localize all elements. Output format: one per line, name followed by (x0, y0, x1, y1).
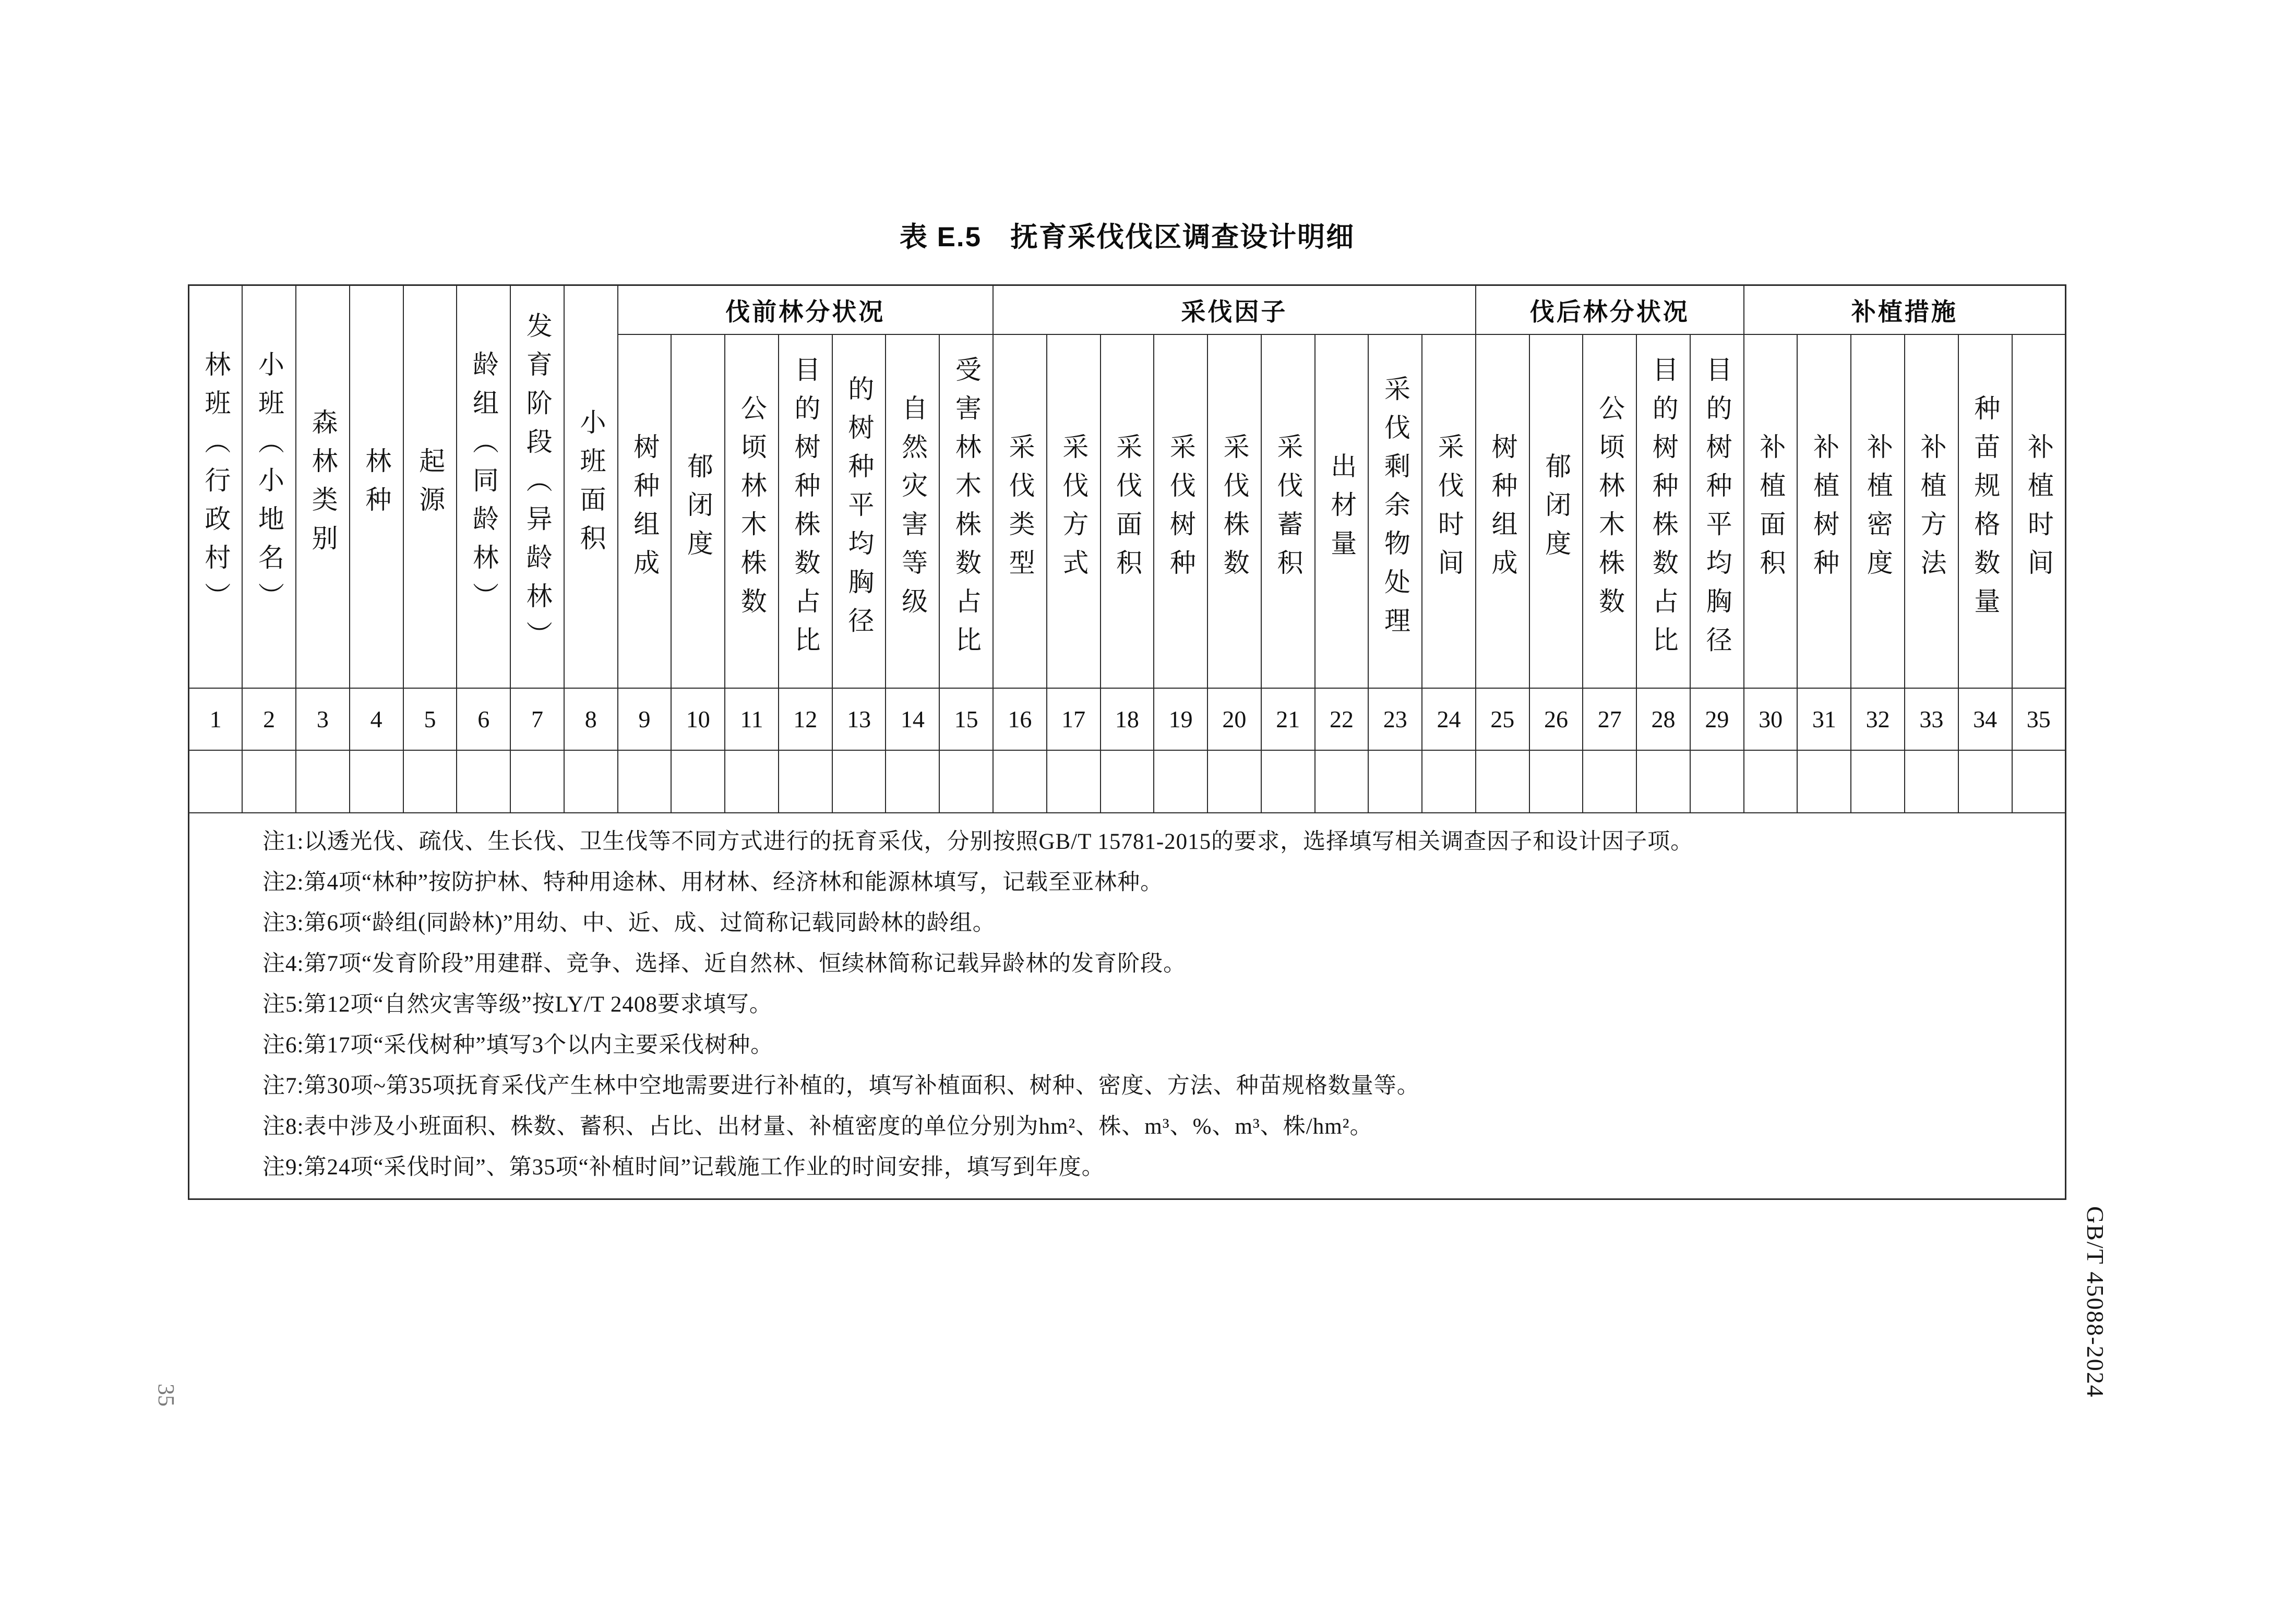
column-header-label: 的树种平均胸径 (844, 375, 874, 645)
group-header-label: 伐前林分状况 (725, 297, 886, 326)
column-header-label: 补植密度 (1863, 432, 1893, 587)
column-header-label: 采伐类型 (1005, 432, 1035, 587)
column-header-2 (242, 285, 296, 689)
column-number-11: 11 (725, 688, 779, 750)
data-cell-21 (1261, 750, 1315, 813)
column-number-13: 13 (832, 688, 886, 750)
column-number-8: 8 (564, 688, 618, 750)
data-cell-6 (457, 750, 510, 813)
column-header-10 (671, 334, 725, 688)
notes-block (189, 813, 2066, 1199)
column-header-6 (457, 285, 510, 689)
column-header-27 (1583, 334, 1636, 688)
column-number-21: 21 (1261, 688, 1315, 750)
column-header-26 (1529, 334, 1583, 688)
group-header-1 (618, 285, 993, 335)
data-cell-16 (993, 750, 1047, 813)
column-header-8 (564, 285, 618, 689)
column-header-28 (1636, 334, 1690, 688)
data-cell-15 (939, 750, 993, 813)
column-number-16: 16 (993, 688, 1047, 750)
column-header-32 (1851, 334, 1905, 688)
column-header-29 (1690, 334, 1744, 688)
data-cell-33 (1905, 750, 1958, 813)
note-line-2: 注2:第4项“林种”按防护林、特种用途林、用材林、经济林和能源林填写，记载至亚林种。 (262, 870, 1164, 895)
standard-code: GB/T 45088-2024 (2082, 1206, 2109, 1398)
note-line-6: 注6:第17项“采伐树种”填写3个以内主要采伐树种。 (262, 1033, 774, 1058)
column-header-7 (510, 285, 564, 689)
note-line-1: 注1:以透光伐、疏伐、生长伐、卫生伐等不同方式进行的抚育采伐，分别按照GB/T 15781-2015的要求，选择填写相关调查因子和设计因子项。 (262, 830, 1694, 854)
data-cell-18 (1101, 750, 1154, 813)
data-cell-34 (1958, 750, 2012, 813)
column-header-18 (1101, 334, 1154, 688)
column-number-22: 22 (1315, 688, 1369, 750)
data-cell-4 (350, 750, 403, 813)
column-number-6: 6 (457, 688, 510, 750)
data-cell-23 (1368, 750, 1422, 813)
data-cell-1 (189, 750, 243, 813)
column-header-label: 树种组成 (1488, 432, 1517, 587)
column-header-9 (618, 334, 672, 688)
data-cell-8 (564, 750, 618, 813)
data-cell-26 (1529, 750, 1583, 813)
group-header-2 (993, 285, 1476, 335)
column-header-5 (403, 285, 457, 689)
column-header-label: 采伐树种 (1166, 432, 1195, 587)
column-header-label: 小班（小地名） (254, 350, 284, 621)
note-line-5: 注5:第12项“自然灾害等级”按LY/T 2408要求填写。 (262, 992, 772, 1017)
column-header-label: 目的树种平均胸径 (1702, 355, 1732, 665)
column-header-label: 补植面积 (1756, 432, 1786, 587)
data-cell-10 (671, 750, 725, 813)
group-header-3 (1476, 285, 1744, 335)
group-header-label: 采伐因子 (1181, 297, 1288, 326)
column-header-21 (1261, 334, 1315, 688)
column-header-label: 补植树种 (1810, 432, 1839, 587)
column-header-4 (350, 285, 403, 689)
data-cell-14 (886, 750, 939, 813)
column-header-24 (1422, 334, 1476, 688)
column-header-label: 起源 (415, 447, 445, 524)
column-header-label: 采伐面积 (1113, 432, 1142, 587)
data-cell-2 (242, 750, 296, 813)
data-cell-9 (618, 750, 672, 813)
data-cell-11 (725, 750, 779, 813)
column-header-14 (886, 334, 939, 688)
column-number-9: 9 (618, 688, 672, 750)
column-header-11 (725, 334, 779, 688)
column-number-10: 10 (671, 688, 725, 750)
column-number-17: 17 (1047, 688, 1101, 750)
note-line-7: 注7:第30项~第35项抚育采伐产生林中空地需要进行补植的，填写补植面积、树种、密度、方法、种苗规格数量等。 (262, 1074, 1420, 1098)
column-header-30 (1744, 334, 1798, 688)
column-number-35: 35 (2012, 688, 2066, 750)
column-number-12: 12 (779, 688, 832, 750)
column-header-16 (993, 334, 1047, 688)
column-header-label: 采伐株数 (1219, 432, 1249, 587)
data-cell-30 (1744, 750, 1798, 813)
column-header-label: 受害林木株数占比 (951, 355, 981, 665)
column-number-19: 19 (1154, 688, 1207, 750)
data-cell-31 (1797, 750, 1851, 813)
column-number-25: 25 (1476, 688, 1529, 750)
column-header-19 (1154, 334, 1207, 688)
column-number-15: 15 (939, 688, 993, 750)
column-header-label: 发育阶段（异龄林） (522, 311, 552, 659)
column-header-33 (1905, 334, 1958, 688)
data-cell-20 (1207, 750, 1261, 813)
column-number-7: 7 (510, 688, 564, 750)
data-cell-7 (510, 750, 564, 813)
column-header-17 (1047, 334, 1101, 688)
column-header-label: 郁闭度 (1541, 452, 1571, 568)
note-line-3: 注3:第6项“龄组(同龄林)”用幼、中、近、成、过简称记载同龄林的龄组。 (262, 911, 996, 935)
column-header-label: 出材量 (1327, 452, 1357, 568)
column-header-23 (1368, 334, 1422, 688)
group-header-label: 补植措施 (1851, 297, 1958, 326)
column-header-1 (189, 285, 243, 689)
survey-design-table (188, 284, 2066, 1200)
data-cell-17 (1047, 750, 1101, 813)
column-number-14: 14 (886, 688, 939, 750)
data-cell-5 (403, 750, 457, 813)
column-header-31 (1797, 334, 1851, 688)
column-number-26: 26 (1529, 688, 1583, 750)
data-cell-22 (1315, 750, 1369, 813)
column-number-27: 27 (1583, 688, 1636, 750)
column-number-31: 31 (1797, 688, 1851, 750)
column-number-2: 2 (242, 688, 296, 750)
column-header-label: 森林类别 (308, 408, 338, 563)
column-header-label: 采伐蓄积 (1273, 432, 1303, 587)
column-header-label: 林种 (362, 447, 391, 524)
column-header-label: 补植方法 (1917, 432, 1946, 587)
column-header-label: 采伐时间 (1434, 432, 1464, 587)
data-cell-24 (1422, 750, 1476, 813)
column-header-label: 树种组成 (630, 432, 660, 587)
column-number-18: 18 (1101, 688, 1154, 750)
column-number-28: 28 (1636, 688, 1690, 750)
data-cell-27 (1583, 750, 1636, 813)
data-cell-13 (832, 750, 886, 813)
data-cell-12 (779, 750, 832, 813)
column-number-24: 24 (1422, 688, 1476, 750)
column-header-label: 林班（行政村） (201, 350, 231, 621)
column-number-33: 33 (1905, 688, 1958, 750)
note-line-8: 注8:表中涉及小班面积、株数、蓄积、占比、出材量、补植密度的单位分别为hm²、株、m³、%、m³、株/hm²。 (262, 1114, 1373, 1139)
column-number-1: 1 (189, 688, 243, 750)
group-header-4 (1744, 285, 2066, 335)
column-number-29: 29 (1690, 688, 1744, 750)
column-header-label: 龄组（同龄林） (469, 350, 498, 621)
column-header-15 (939, 334, 993, 688)
note-line-4: 注4:第7项“发育阶段”用建群、竞争、选择、近自然林、恒续林简称记载异龄林的发育阶段。 (262, 952, 1187, 976)
column-header-22 (1315, 334, 1369, 688)
data-cell-28 (1636, 750, 1690, 813)
column-header-label: 种苗规格数量 (1970, 394, 2000, 626)
column-number-30: 30 (1744, 688, 1798, 750)
column-header-label: 补植时间 (2024, 432, 2054, 587)
column-header-label: 目的树种株数占比 (1648, 355, 1678, 665)
column-header-13 (832, 334, 886, 688)
column-number-5: 5 (403, 688, 457, 750)
column-header-label: 采伐方式 (1059, 432, 1089, 587)
column-number-23: 23 (1368, 688, 1422, 750)
data-cell-25 (1476, 750, 1529, 813)
column-header-label: 郁闭度 (684, 452, 713, 568)
column-header-label: 公顷林木株数 (1595, 394, 1625, 626)
note-line-9: 注9:第24项“采伐时间”、第35项“补植时间”记载施工作业的时间安排，填写到年度。 (262, 1155, 1105, 1180)
column-number-32: 32 (1851, 688, 1905, 750)
data-cell-3 (296, 750, 350, 813)
data-cell-19 (1154, 750, 1207, 813)
column-header-34 (1958, 334, 2012, 688)
column-number-3: 3 (296, 688, 350, 750)
column-header-3 (296, 285, 350, 689)
column-header-label: 自然灾害等级 (898, 394, 928, 626)
page-number: 35 (153, 1384, 179, 1407)
group-header-label: 伐后林分状况 (1529, 297, 1690, 326)
column-header-label: 目的树种株数占比 (791, 355, 820, 665)
column-header-label: 公顷林木株数 (737, 394, 767, 626)
column-number-20: 20 (1207, 688, 1261, 750)
column-header-25 (1476, 334, 1529, 688)
data-cell-29 (1690, 750, 1744, 813)
column-header-20 (1207, 334, 1261, 688)
column-header-label: 采伐剩余物处理 (1380, 375, 1410, 645)
column-header-12 (779, 334, 832, 688)
column-header-label: 小班面积 (576, 408, 606, 563)
column-header-35 (2012, 334, 2066, 688)
data-cell-32 (1851, 750, 1905, 813)
data-cell-35 (2012, 750, 2066, 813)
column-number-4: 4 (350, 688, 403, 750)
table-title: 表 E.5 抚育采伐伐区调查设计明细 (899, 222, 1355, 253)
column-number-34: 34 (1958, 688, 2012, 750)
